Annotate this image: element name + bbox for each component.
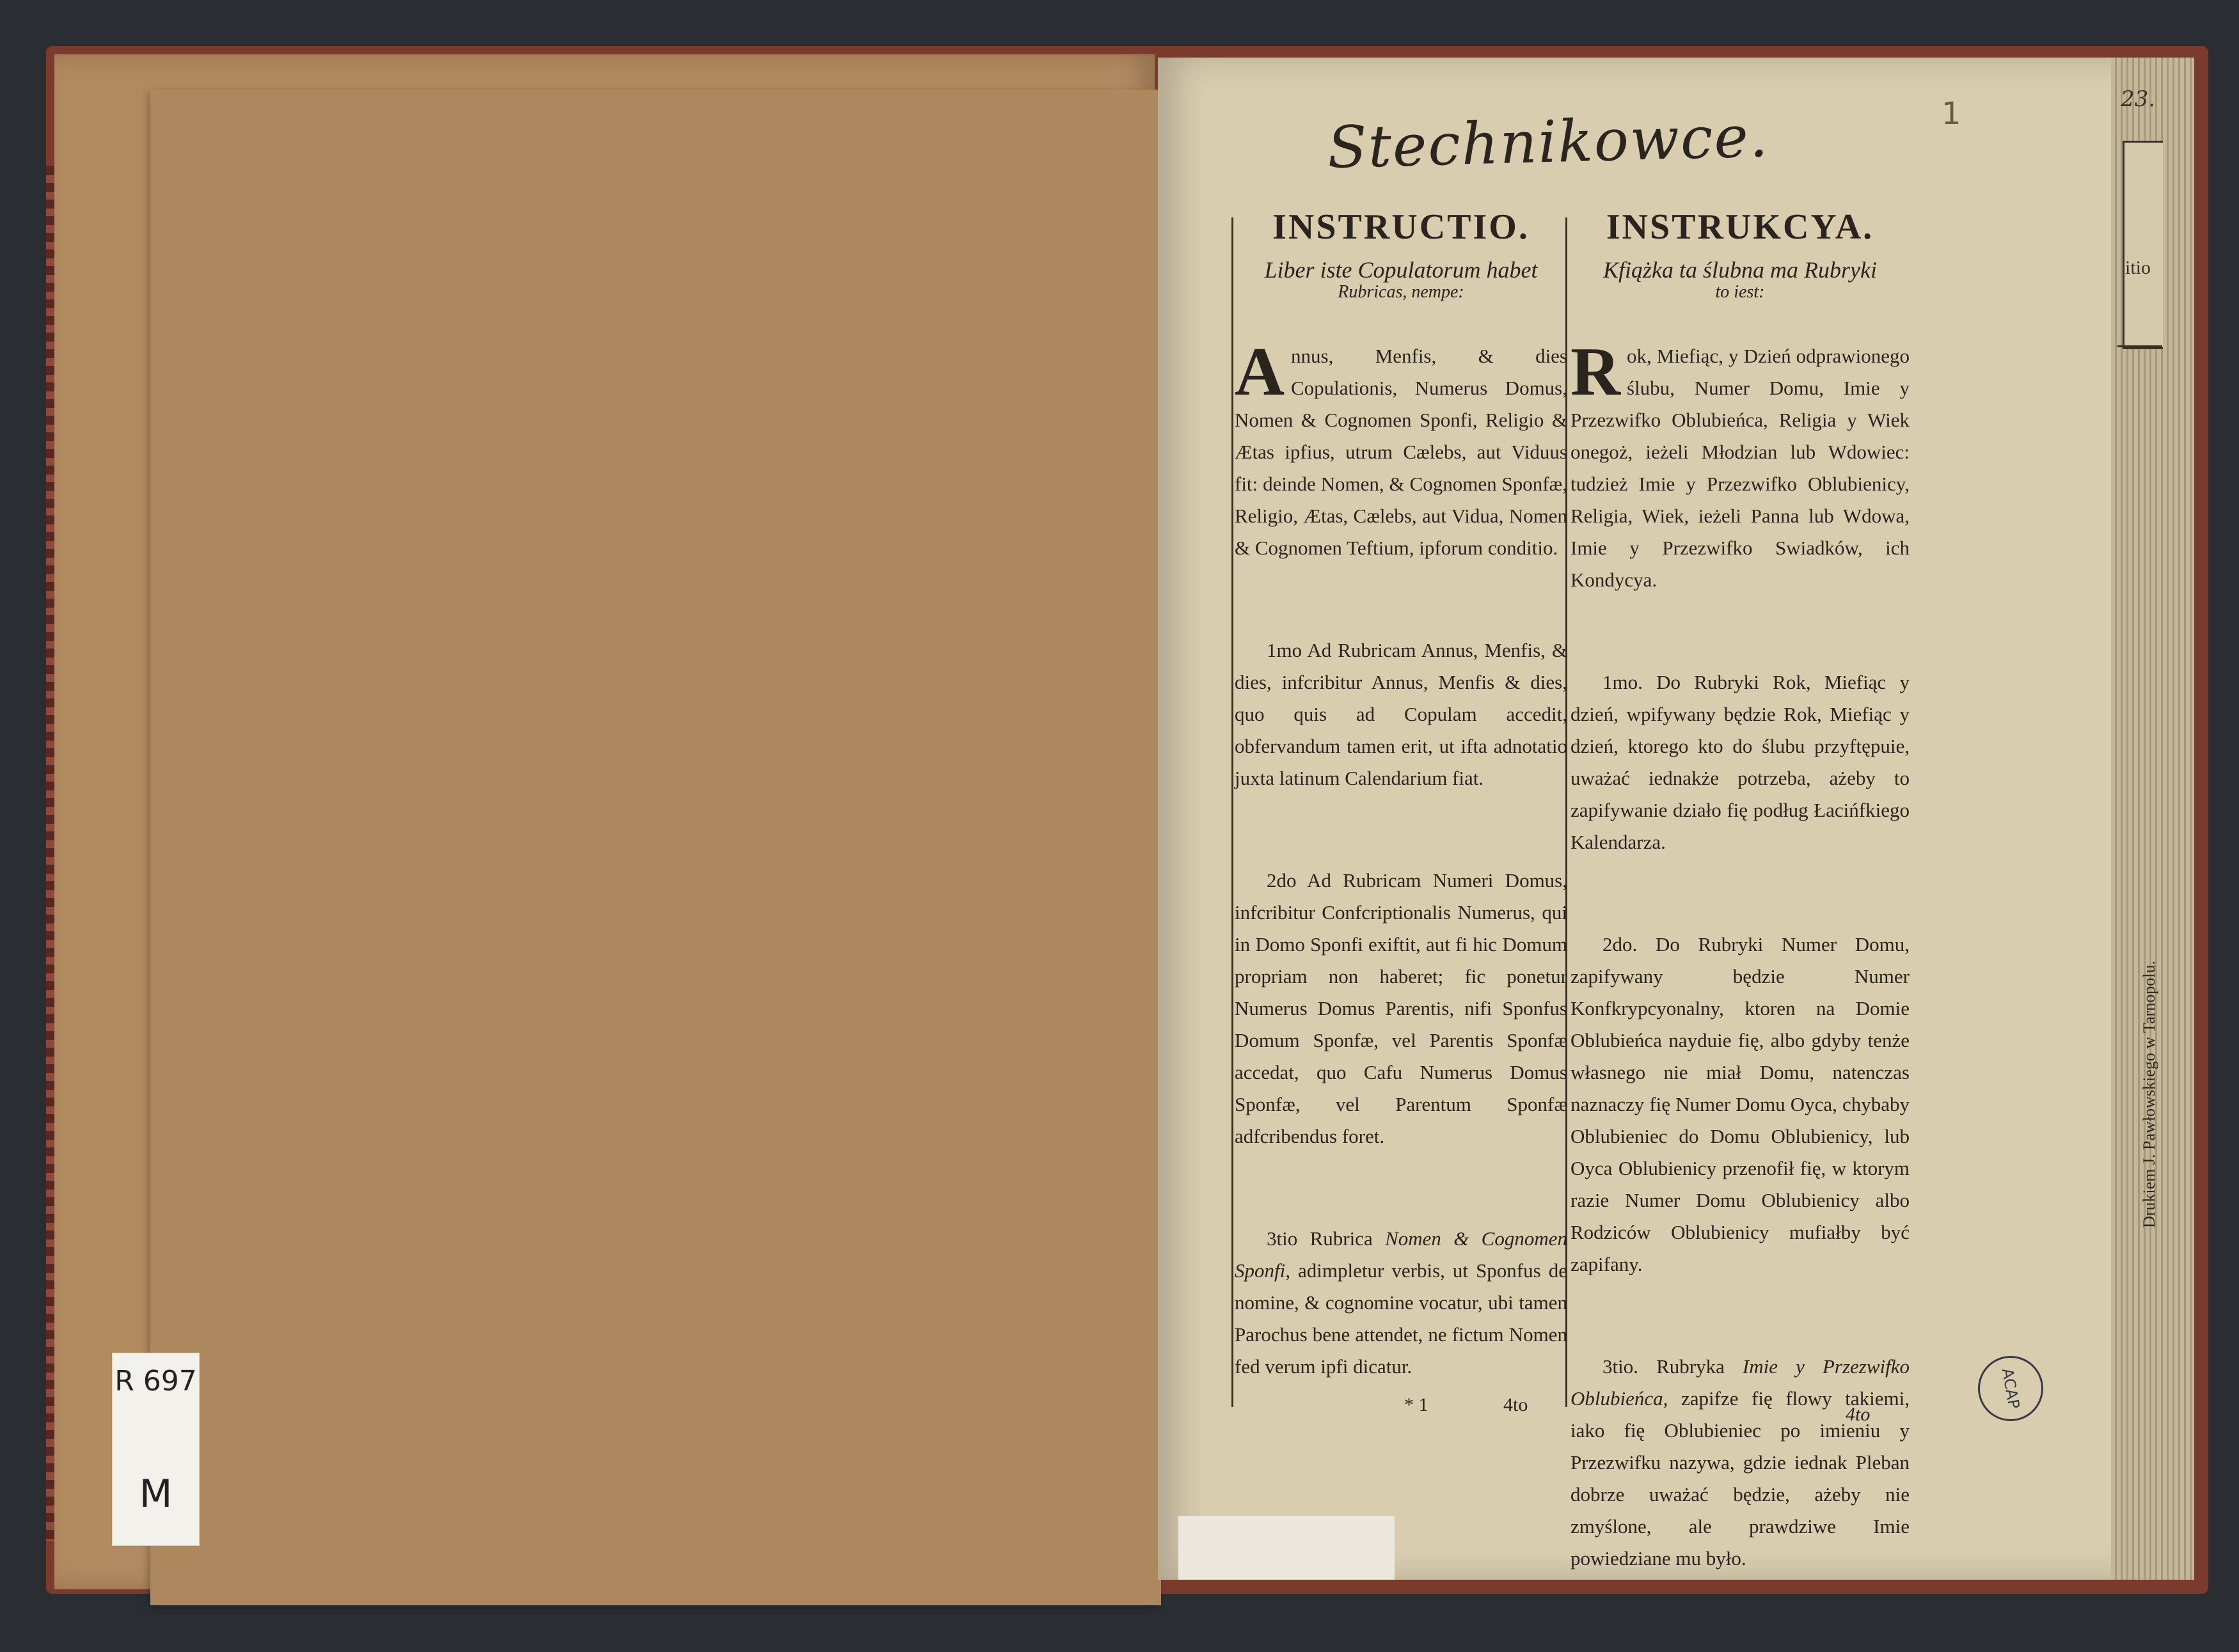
latin-intro-text: nnus, Menfis, & dies Copulationis, Numerus Domus, Nomen & Cognomen Sponfi, Religio & Ætas ipfius, utrum Cælebs, aut Viduus fit: deinde Nomen, & Cognomen Sponfæ, Religio, Ætas, Cælebs, aut Vidua, Nomen & Cognomen Teftium, ipforum conditio. (1235, 345, 1567, 559)
polish-catchword: 4to (1846, 1404, 1871, 1425)
polish-rule-1: 1mo. Do Rubryki Rok, Miefiąc y dzień, wpifywany będzie Rok, Miefiąc y dzień, ktorego kto do ślubu przyftępuie, uważać iednakże potrzeba, ażeby to zapifywanie działo fię podług Łacińfkiego Kalendarza. (1570, 671, 1910, 853)
polish-dropcap: R (1570, 334, 1620, 410)
folio-number: 23. (2121, 86, 2156, 112)
polish-rule-3 (1570, 1351, 1910, 1575)
polish-rule-3-lead: 3tio. Rubryka (1602, 1355, 1725, 1378)
polish-rule-3-italic: Imie y Przezwifko Oblubieńca, (1570, 1355, 1910, 1410)
latin-subtitle: Liber iste Copulatorum habet (1264, 257, 1538, 283)
latin-rule-3-lead: 3tio Rubrica (1267, 1227, 1373, 1250)
latin-rule-1: 1mo Ad Rubricam Annus, Menfis, & dies, infcribitur Annus, Menfis & dies, quo quis ad Copulam accedit, obfervandum tamen erit, ut ifta adnotatio juxta latinum Calendarium fiat. (1235, 639, 1567, 789)
next-page-rule (2117, 345, 2162, 347)
polish-heading: INSTRUKCYA. (1606, 207, 1874, 247)
polish-rule-3-text: zapifze fię flowy takiemi, iako fię Oblubieniec po imieniu y Przezwifku nazywa, gdzie iednak Pleban dobrze uważać będzie, ażeby nie zmyślone, ale prawdziwe Imie powiedziane mu było. (1570, 1387, 1910, 1569)
next-page-word: itio (2125, 257, 2151, 278)
handwritten-parish-name: Stechnikowce. (1326, 102, 1770, 182)
latin-rule-3-italic: Nomen & Cognomen Sponfi, (1235, 1227, 1567, 1282)
next-page-tab (2123, 141, 2163, 349)
latin-column (1235, 207, 1567, 1383)
paper-slip (1178, 1516, 1395, 1580)
catalogue-label-letter: M (139, 1472, 173, 1516)
latin-rule-3 (1235, 1223, 1567, 1383)
library-stamp: ACAP (1973, 1351, 2048, 1426)
catalogue-label-signature: R 697 (115, 1365, 197, 1397)
signature-mark: * 1 (1404, 1394, 1428, 1415)
polish-column (1570, 207, 1910, 1575)
left-flyleaf (150, 90, 1161, 1605)
latin-catchword: 4to (1503, 1394, 1528, 1415)
pencil-mark: 1 (1942, 96, 1961, 132)
latin-dropcap: A (1235, 334, 1285, 410)
latin-subtitle-2: Rubricas, nempe: (1338, 282, 1464, 302)
polish-rule-2: 2do. Do Rubryki Numer Domu, zapifywany będzie Numer Konfkrypcyonalny, ktoren na Domie Oblubieńca nayduie fię, albo gdyby tenże własnego nie miał Domu, natenczas naznaczy fię Numer Domu Oyca, chybaby Oblubieniec do Domu Oblubienicy, lub Oyca Oblubienicy przenofił fię, w ktorym razie Numer Domu Oblubienicy albo Rodziców Oblubienicy mufiałby być zapifany. (1570, 933, 1910, 1275)
printer-imprint: Drukiem J. Pawłowskiego w Tarnopolu. (2140, 961, 2158, 1228)
polish-subtitle-2: to iest: (1715, 282, 1765, 302)
latin-rule-3-text: adimpletur verbis, ut Sponfus de nomine, & cognomine vocatur, ubi tamen Parochus bene attendet, ne fictum Nomen fed verum ipfi dicatur. (1235, 1259, 1567, 1378)
latin-rule-2: 2do Ad Rubricam Numeri Domus, infcribitur Confcriptionalis Numerus, qui in Domo Sponfi exiftit, aut fi hic Domum propriam non haberet; fic ponetur Numerus Domus Parentis, nifi Sponfus Domum Sponfæ, vel Parentis Sponfæ accedat, quo Cafu Numerus Domus Sponfæ, vel Parentum Sponfæ adfcribendus foret. (1235, 869, 1567, 1147)
column-rule-left (1231, 217, 1233, 1407)
polish-subtitle: Kfiążka ta ślubna ma Rubryki (1603, 257, 1877, 283)
polish-intro-text: ok, Miefiąc, y Dzień odprawionego ślubu, Numer Domu, Imie y Przezwifko Oblubieńca, Religia y Wiek onegoż, ieżeli Młodzian lub Wdowiec: tudzież Imie y Przezwifko Oblubienicy, Religia, Wiek, ieżeli Panna lub Wdowa, Imie y Przezwifko Swiadków, ich Kondycya. (1570, 345, 1910, 591)
latin-intro (1235, 334, 1567, 564)
catalogue-label (112, 1353, 200, 1546)
polish-intro (1570, 334, 1910, 596)
latin-heading: INSTRUCTIO. (1272, 207, 1530, 247)
